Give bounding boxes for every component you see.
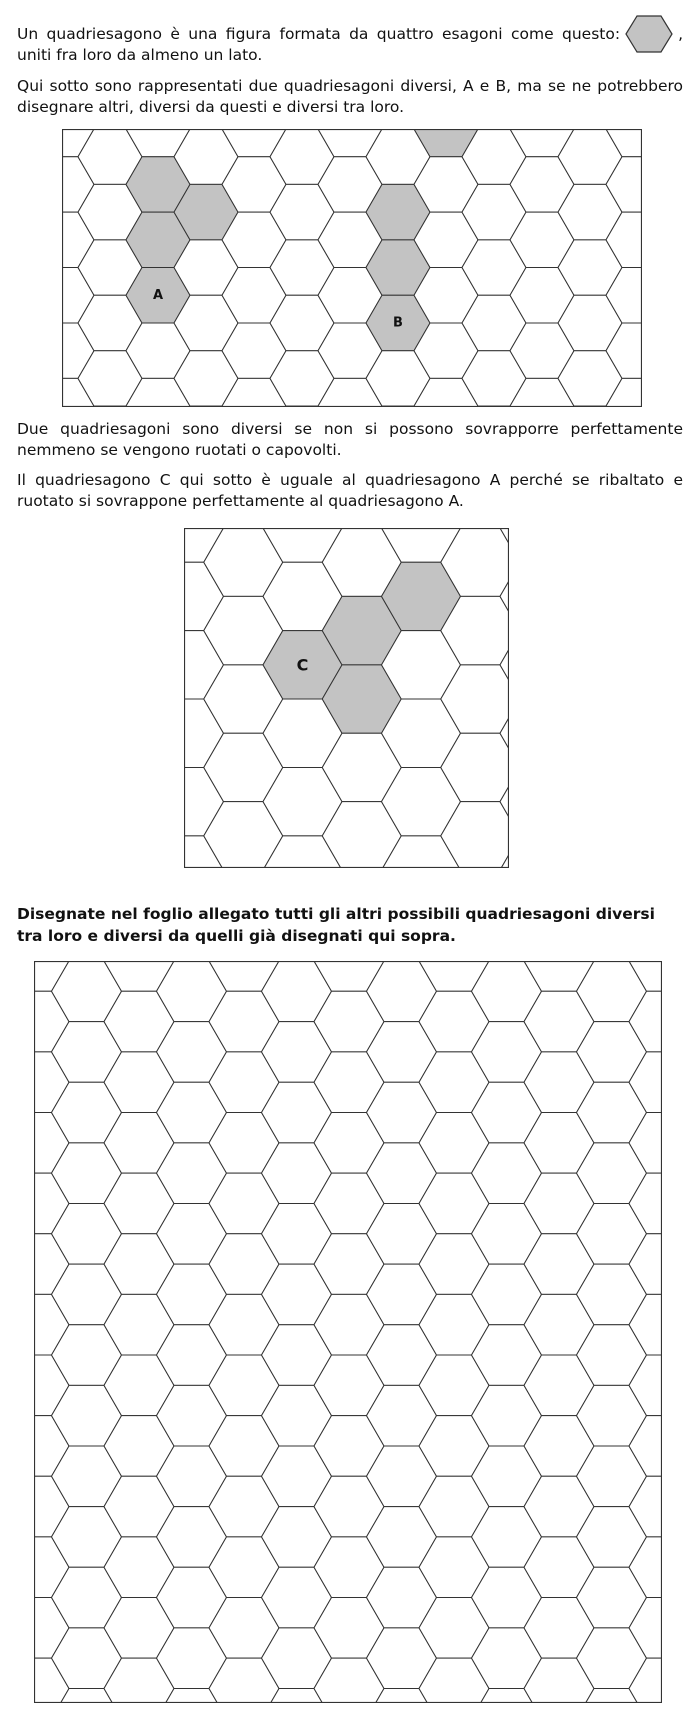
figure-quadriesagono-c bbox=[184, 528, 509, 868]
intro-text: Un quadriesagono è una figura formata da quattro esagoni come questo: bbox=[17, 25, 621, 43]
label-a: A bbox=[152, 287, 164, 303]
hexagon-example-icon bbox=[624, 14, 674, 54]
paragraph-two: Qui sotto sono rappresentati due quadriesagoni diversi, A e B, ma se ne potrebbero disegnare altri, diversi da questi e diversi tra loro. bbox=[17, 77, 683, 116]
label-c: C bbox=[296, 655, 309, 675]
instruction-text: Disegnate nel foglio allegato tutti gli altri possibili quadriesagoni diversi tra loro e diversi da quelli già disegnati qui sopra. bbox=[17, 905, 655, 945]
intro-paragraph bbox=[17, 24, 683, 66]
paragraph-three: Due quadriesagoni sono diversi se non si possono sovrapporre perfettamente nemmeno se vengono ruotati o capovolti. bbox=[17, 420, 683, 459]
label-b: B bbox=[393, 315, 403, 331]
blank-hexagon-grid-sheet bbox=[34, 961, 662, 1703]
figure-quadriesagoni-a-b bbox=[62, 129, 642, 407]
paragraph-four: Il quadriesagono C qui sotto è uguale al quadriesagono A perché se ribaltato e ruotato si sovrappone perfettamente al quadriesagono A. bbox=[17, 471, 683, 510]
intro-text-end: , uniti fra loro da almeno un lato. bbox=[17, 25, 683, 64]
